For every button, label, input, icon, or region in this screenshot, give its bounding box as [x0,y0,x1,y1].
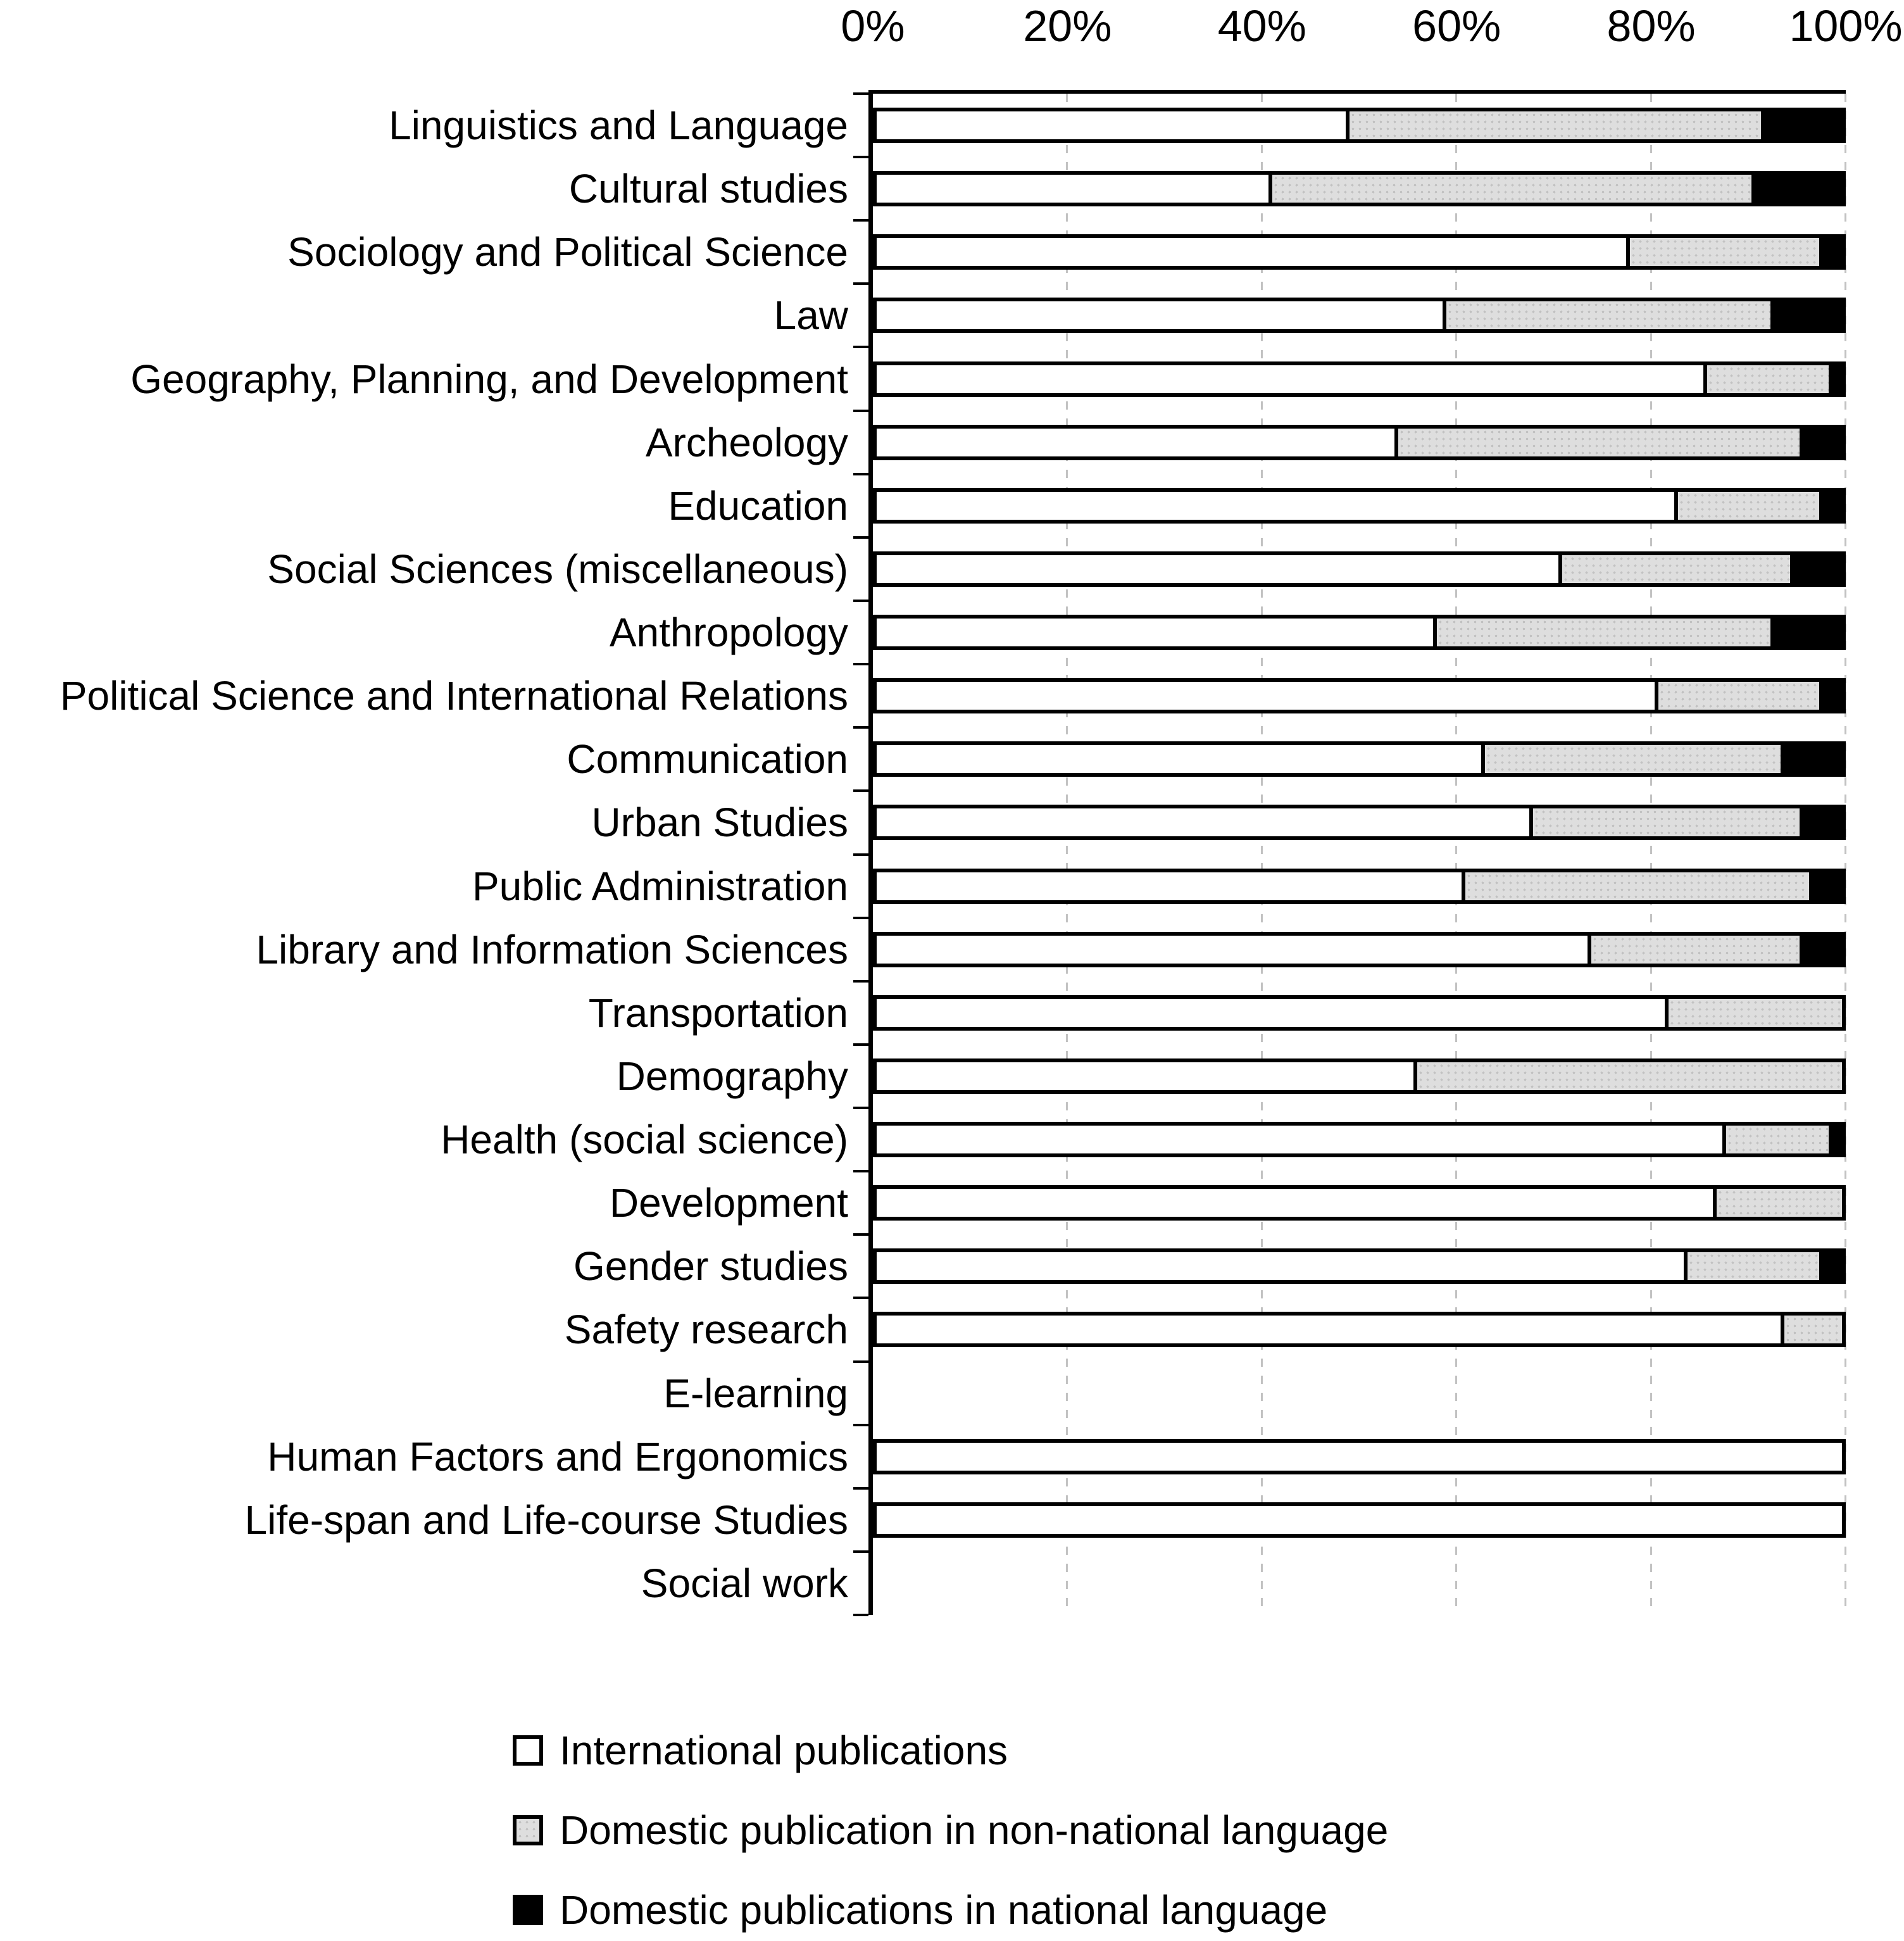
category-label: Sociology and Political Science [287,229,848,275]
stacked-bar [873,1058,1846,1094]
stacked-bar [873,171,1846,206]
stacked-bar [873,1122,1846,1157]
bar-segment-international [877,1062,1417,1090]
legend-label: Domestic publications in national language [560,1887,1328,1933]
category-label: Communication [567,736,848,782]
bar-segment-domestic-national [1755,175,1842,203]
bar-segment-domestic-national [1832,365,1842,393]
chart-row [873,855,1846,918]
category-label: Law [774,292,848,339]
chart-row [873,1298,1846,1361]
bar-segment-domestic-nonnational [1717,1189,1842,1217]
category-tick [853,1043,868,1046]
category-tick [853,917,868,919]
stacked-bar [873,1502,1846,1538]
category-label: Human Factors and Ergonomics [267,1433,848,1479]
chart-row [873,1234,1846,1298]
category-tick [853,1487,868,1490]
bar-segment-domestic-nonnational [1350,111,1765,139]
stacked-bar [873,234,1846,270]
stacked-bar [873,361,1846,397]
chart-row [873,474,1846,537]
bar-segment-international [877,872,1465,900]
category-label: Development [609,1180,848,1226]
category-tick [853,473,868,475]
chart-row [873,411,1846,474]
bar-segment-domestic-nonnational [1784,1316,1843,1343]
category-tick [853,156,868,158]
chart-row [873,537,1846,601]
category-label: Social Sciences (miscellaneous) [267,546,848,592]
bar-segment-domestic-national [1803,936,1842,964]
category-label: Political Science and International Relations [60,673,848,719]
bar-segment-international [877,1189,1717,1217]
bar-rows-layer [873,94,1846,1615]
legend-item [513,1803,1388,1857]
white-square-icon [513,1735,543,1766]
bar-segment-international [877,365,1707,393]
category-label: Library and Information Sciences [256,926,848,972]
legend-label: Domestic publication in non-national language [560,1807,1389,1853]
category-tick [853,1550,868,1553]
bar-segment-domestic-national [1765,111,1842,139]
bar-segment-domestic-national [1823,682,1843,710]
category-axis-labels [0,94,848,1615]
black-square-icon [513,1895,543,1925]
category-label: Transportation [588,989,848,1036]
bar-segment-domestic-nonnational [1707,365,1832,393]
category-tick [853,600,868,602]
bar-segment-international [877,1316,1784,1343]
x-axis-tick-label: 60% [1412,1,1501,51]
bar-segment-international [877,808,1533,836]
category-label: Gender studies [573,1243,848,1290]
bar-segment-domestic-national [1803,808,1842,836]
x-axis-tick-label: 0% [841,1,905,51]
bar-segment-domestic-national [1794,555,1842,583]
gray-square-icon [513,1815,543,1845]
chart-row [873,791,1846,854]
stacked-bar [873,1439,1846,1474]
bar-segment-international [877,999,1669,1027]
category-tick [853,282,868,285]
category-label: E-learning [663,1370,848,1416]
bar-segment-domestic-nonnational [1688,1252,1823,1280]
category-label: Education [668,482,848,529]
chart-row [873,1171,1846,1234]
bar-segment-international [877,1443,1842,1471]
legend-item [513,1883,1388,1937]
category-tick [853,536,868,539]
stacked-bar [873,108,1846,143]
stacked-bar [873,551,1846,587]
bar-segment-domestic-nonnational [1658,682,1822,710]
chart-row [873,284,1846,347]
category-tick [853,346,868,348]
chart-row [873,1362,1846,1425]
stacked-bar [873,1248,1846,1284]
legend-item [513,1723,1388,1778]
bar-segment-international [877,1252,1688,1280]
stacked-bar [873,1185,1846,1221]
bar-segment-international [877,1126,1726,1153]
bar-segment-domestic-nonnational [1272,175,1755,203]
bar-segment-domestic-nonnational [1669,999,1843,1027]
bar-segment-domestic-national [1823,492,1843,520]
stacked-bar [873,615,1846,650]
category-label: Urban Studies [591,800,848,846]
stacked-bar [873,488,1846,524]
category-label: Linguistics and Language [389,103,848,149]
legend [513,1723,1388,1941]
category-tick [853,219,868,222]
bar-segment-domestic-national [1774,619,1842,646]
category-tick [853,853,868,856]
stacked-bar [873,1312,1846,1347]
chart-row [873,918,1846,981]
bar-segment-domestic-national [1823,1252,1843,1280]
chart-row [873,664,1846,727]
bar-segment-domestic-nonnational [1437,619,1775,646]
bar-segment-international [877,682,1658,710]
stacked-bar [873,741,1846,777]
category-label: Public Administration [472,863,848,909]
chart-row [873,1425,1846,1488]
category-label: Geography, Planning, and Development [130,356,848,402]
bar-segment-international [877,429,1398,456]
bar-segment-domestic-nonnational [1726,1126,1832,1153]
chart-row [873,1488,1846,1552]
category-tick [853,1233,868,1236]
category-tick [853,980,868,983]
bar-segment-international [877,1506,1842,1534]
chart-row [873,220,1846,284]
bar-segment-domestic-nonnational [1591,936,1804,964]
stacked-bar [873,678,1846,713]
bar-segment-domestic-nonnational [1446,301,1775,329]
stacked-bar [873,425,1846,460]
bar-segment-domestic-nonnational [1465,872,1813,900]
category-tick [853,1107,868,1109]
bar-segment-international [877,111,1350,139]
bar-segment-domestic-nonnational [1398,429,1804,456]
category-label: Cultural studies [568,166,848,212]
stacked-bar [873,932,1846,967]
chart-row [873,157,1846,220]
bar-segment-domestic-nonnational [1562,555,1794,583]
category-label: Anthropology [609,610,848,656]
plot-area [868,90,1846,1615]
legend-label: International publications [560,1728,1008,1773]
bar-segment-domestic-national [1832,1126,1842,1153]
category-tick [853,92,868,95]
bar-segment-domestic-national [1784,745,1843,773]
bar-segment-international [877,555,1562,583]
bar-segment-domestic-nonnational [1417,1062,1842,1090]
chart-row [873,981,1846,1045]
chart-row [873,601,1846,664]
x-axis-tick-label: 100% [1789,1,1903,51]
bar-segment-domestic-national [1774,301,1842,329]
category-label: Life-span and Life-course Studies [244,1497,848,1543]
category-tick [853,726,868,729]
category-tick [853,1360,868,1363]
bar-segment-international [877,619,1437,646]
bar-segment-domestic-nonnational [1678,492,1823,520]
bar-segment-international [877,301,1446,329]
chart-row [873,1108,1846,1171]
category-label: Archeology [645,419,848,465]
stacked-bar [873,869,1846,904]
category-tick [853,410,868,412]
category-label: Demography [616,1053,848,1099]
bar-segment-international [877,175,1272,203]
category-tick [853,1170,868,1172]
stacked-bar [873,805,1846,840]
x-axis-tick-label: 40% [1217,1,1306,51]
bar-segment-domestic-nonnational [1533,808,1803,836]
bar-segment-domestic-nonnational [1630,238,1823,266]
bar-segment-international [877,238,1630,266]
chart-row [873,1552,1846,1615]
category-label: Social work [641,1560,848,1606]
bar-segment-domestic-national [1823,238,1843,266]
bar-segment-international [877,936,1591,964]
category-tick [853,1424,868,1426]
stacked-bar [873,995,1846,1031]
category-tick [853,1297,868,1299]
x-axis-top [841,1,1903,51]
category-tick [853,1614,868,1616]
bar-segment-domestic-national [1803,429,1842,456]
bar-segment-international [877,745,1485,773]
stacked-bar [873,298,1846,333]
category-label: Health (social science) [441,1117,848,1163]
category-tick [853,663,868,665]
category-label: Safety research [564,1307,848,1353]
chart-row [873,1045,1846,1108]
category-tick [853,789,868,792]
bar-segment-domestic-national [1813,872,1842,900]
chart-row [873,348,1846,411]
chart-row [873,94,1846,157]
x-axis-tick-label: 80% [1606,1,1696,51]
bar-segment-international [877,492,1678,520]
chart-row [873,727,1846,791]
bar-segment-domestic-nonnational [1485,745,1784,773]
x-axis-tick-label: 20% [1023,1,1112,51]
